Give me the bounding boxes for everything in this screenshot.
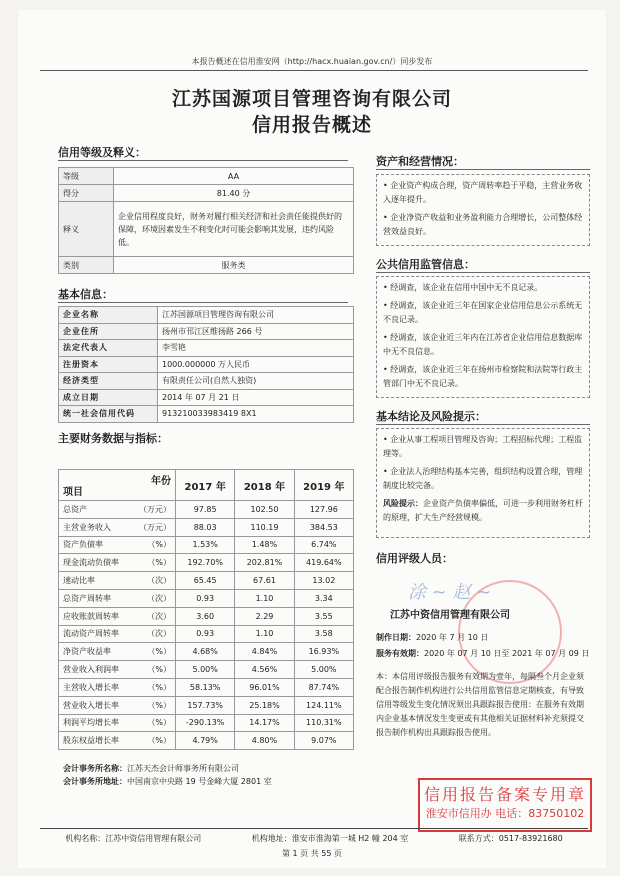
table-row: 法定代表人 李雪艳 bbox=[59, 340, 354, 357]
footer bbox=[40, 828, 588, 844]
report-page bbox=[18, 10, 606, 868]
report-title: 信用报告概述 bbox=[251, 114, 372, 136]
table-cell: 97.85 bbox=[176, 501, 235, 519]
table-row: 流动资产周转率 （次） 0.93 1.10 3.58 bbox=[59, 625, 354, 643]
table-row: 应收账款周转率 （次） 3.60 2.29 3.55 bbox=[59, 607, 354, 625]
table-cell: 3.58 bbox=[294, 625, 353, 643]
table-row: 营业收入利润率 （%） 5.00% 4.56% 5.00% bbox=[59, 661, 354, 679]
footer-phone: 联系方式：0517-83921680 bbox=[458, 834, 563, 843]
conclusion-box bbox=[376, 428, 590, 538]
table-row: 资产负债率 （%） 1.53% 1.48% 6.74% bbox=[59, 536, 354, 554]
table-cell: 4.56% bbox=[235, 661, 294, 679]
col-label-year: 年份 bbox=[151, 476, 171, 487]
divider bbox=[58, 302, 348, 303]
table-cell: 88.03 bbox=[176, 518, 235, 536]
table-cell: 16.93% bbox=[294, 643, 353, 661]
footer-address: 机构地址：淮安市淮海第一城 H2 幢 204 室 bbox=[251, 834, 409, 843]
table-cell: 4.79% bbox=[176, 732, 235, 750]
finance-heading: 主要财务数据与指标： bbox=[58, 432, 168, 445]
table-row: 统一社会信用代码 913210033983419 8X1 bbox=[59, 406, 354, 423]
public-heading: 公共信用监管信息： bbox=[376, 258, 475, 271]
filing-stamp bbox=[418, 778, 592, 832]
table-cell: 87.74% bbox=[294, 678, 353, 696]
risk-note: 风险提示：企业资产负债率偏低，可进一步利用财务杠杆的原理，扩大生产经营规模。 bbox=[383, 499, 583, 522]
table-cell: 4.68% bbox=[176, 643, 235, 661]
table-row: 企业住所 扬州市邗江区维扬路 266 号 bbox=[59, 323, 354, 340]
accounting-firm: 会计事务所名称：江苏天杰会计师事务所有限公司 bbox=[63, 764, 239, 773]
table-cell: 9.07% bbox=[294, 732, 353, 750]
rating-heading: 信用等级及释义： bbox=[58, 146, 146, 159]
public-box bbox=[376, 276, 590, 398]
make-date: 制作日期：2020 年 7 月 10 日 bbox=[376, 633, 489, 642]
table-cell: 1.10 bbox=[235, 589, 294, 607]
table-row: 利润平均增长率 （%） -290.13% 14.17% 110.31% bbox=[59, 714, 354, 732]
table-row: 总资产周转率 （次） 0.93 1.10 3.34 bbox=[59, 589, 354, 607]
table-cell: 6.74% bbox=[294, 536, 353, 554]
table-cell: 4.84% bbox=[235, 643, 294, 661]
table-row: 股东权益增长率 （%） 4.79% 4.80% 9.07% bbox=[59, 732, 354, 750]
footer-org: 机构名称：江苏中资信用管理有限公司 bbox=[65, 834, 202, 843]
table-row: 成立日期 2014 年 07 月 21 日 bbox=[59, 389, 354, 406]
table-cell: 1.53% bbox=[176, 536, 235, 554]
basic-heading: 基本信息： bbox=[58, 288, 113, 301]
list-item: • 企业法人治理结构基本完善，组织结构设置合理，管理制度比较完备。 bbox=[383, 467, 583, 490]
table-row: 得分 81.40 分 bbox=[59, 185, 354, 202]
raters-heading: 信用评级人员： bbox=[376, 552, 453, 565]
table-cell: -290.13% bbox=[176, 714, 235, 732]
basic-info-table bbox=[58, 306, 354, 423]
table-cell: 3.55 bbox=[294, 607, 353, 625]
table-cell: 65.45 bbox=[176, 572, 235, 590]
accounting-address: 会计事务所地址：中国南京中央路 19 号金峰大厦 2801 室 bbox=[63, 777, 272, 786]
assets-heading: 资产和经营情况： bbox=[376, 155, 464, 168]
table-cell: 192.70% bbox=[176, 554, 235, 572]
publish-note: 本报告概述在信用淮安网（http://hacx.huaian.gov.cn/）同步发布 bbox=[191, 57, 433, 66]
finance-table bbox=[58, 469, 354, 750]
validity-note: 本：本信用评级报告服务有效期为壹年，每隔叁个月企业须配合报告制作机构进行公共信用监管信息定期核查，有导致信用等级发生变化情况须出具跟踪报告使用：在服务有效期内企业基本情况发生变更或有其他相关证据材料补充须提交报告制作机构出具跟踪报告使用。 bbox=[376, 672, 584, 737]
rater-company: 江苏中资信用管理有限公司 bbox=[390, 610, 510, 621]
col-label-item: 项目 bbox=[63, 487, 83, 498]
top-divider bbox=[40, 70, 588, 71]
company-title: 江苏国源项目管理咨询有限公司 bbox=[171, 88, 452, 110]
signature-icon: 涂 ~ 赵 ~ bbox=[408, 582, 492, 603]
table-row: 释义 企业信用程度良好，财务对履行相关经济和社会责任能提供好的保障，环境因素发生不利变化时可能会影响其发展，违约风险低。 bbox=[59, 202, 354, 257]
table-cell: 67.61 bbox=[235, 572, 294, 590]
table-cell: 2.29 bbox=[235, 607, 294, 625]
table-row: 企业名称 江苏国源项目管理咨询有限公司 bbox=[59, 307, 354, 324]
table-row: 等级 AA bbox=[59, 168, 354, 185]
table-cell: 127.96 bbox=[294, 501, 353, 519]
table-cell: 202.81% bbox=[235, 554, 294, 572]
table-cell: 110.31% bbox=[294, 714, 353, 732]
table-cell: 157.73% bbox=[176, 696, 235, 714]
divider bbox=[58, 160, 348, 161]
table-cell: 96.01% bbox=[235, 678, 294, 696]
table-cell: 25.18% bbox=[235, 696, 294, 714]
table-cell: 3.60 bbox=[176, 607, 235, 625]
table-cell: 1.10 bbox=[235, 625, 294, 643]
table-cell: 14.17% bbox=[235, 714, 294, 732]
table-cell: 1.48% bbox=[235, 536, 294, 554]
page-number: 第 1 页 共 55 页 bbox=[282, 849, 342, 858]
table-cell: 58.13% bbox=[176, 678, 235, 696]
rating-table bbox=[58, 167, 354, 274]
table-row: 总资产 （万元） 97.85 102.50 127.96 bbox=[59, 501, 354, 519]
table-cell: 3.34 bbox=[294, 589, 353, 607]
table-cell: 0.93 bbox=[176, 589, 235, 607]
table-row: 主营业务收入 （万元） 88.03 110.19 384.53 bbox=[59, 518, 354, 536]
list-item: • 经调查，该企业近三年在扬州市检察院和法院等行政主管部门中无不良记录。 bbox=[383, 365, 583, 388]
table-cell: 0.93 bbox=[176, 625, 235, 643]
table-row: 注册资本 1000.000000 万人民币 bbox=[59, 356, 354, 373]
year-header: 2017 年 bbox=[176, 470, 235, 501]
table-cell: 124.11% bbox=[294, 696, 353, 714]
stamp-text: 淮安市信用办 电话：83750102 bbox=[425, 807, 585, 820]
list-item: • 经调查，该企业在信用中国中无不良记录。 bbox=[383, 283, 543, 292]
table-row: 现金流动负债率 （%） 192.70% 202.81% 419.64% bbox=[59, 554, 354, 572]
table-cell: 13.02 bbox=[294, 572, 353, 590]
year-header: 2019 年 bbox=[294, 470, 353, 501]
year-header: 2018 年 bbox=[235, 470, 294, 501]
divider bbox=[376, 169, 590, 170]
table-cell: 102.50 bbox=[235, 501, 294, 519]
table-row: 经济类型 有限责任公司(自然人独资) bbox=[59, 373, 354, 390]
conclusion-heading: 基本结论及风险提示： bbox=[376, 410, 486, 423]
list-item: • 企业从事工程项目管理及咨询；工程招标代理；工程监理等。 bbox=[383, 435, 583, 458]
table-cell: 4.80% bbox=[235, 732, 294, 750]
table-cell: 110.19 bbox=[235, 518, 294, 536]
table-cell: 5.00% bbox=[176, 661, 235, 679]
table-row: 类别 服务类 bbox=[59, 257, 354, 274]
list-item: • 企业资产构成合理，资产周转率趋于平稳，主营业务收入逐年提升。 bbox=[383, 181, 583, 204]
stamp-text: 信用报告备案专用章 bbox=[423, 785, 586, 804]
table-row: 净资产收益率 （%） 4.68% 4.84% 16.93% bbox=[59, 643, 354, 661]
table-header-row bbox=[59, 470, 354, 501]
table-row: 主营收入增长率 （%） 58.13% 96.01% 87.74% bbox=[59, 678, 354, 696]
list-item: • 企业净资产收益和业务盈利能力合理增长，公司整体经营效益良好。 bbox=[383, 213, 583, 236]
table-row: 速动比率 （次） 65.45 67.61 13.02 bbox=[59, 572, 354, 590]
divider bbox=[376, 272, 590, 273]
assets-box bbox=[376, 174, 590, 246]
table-cell: 5.00% bbox=[294, 661, 353, 679]
table-cell: 384.53 bbox=[294, 518, 353, 536]
valid-period: 服务有效期：2020 年 07 月 10 日至 2021 年 07 月 09 日 bbox=[376, 649, 590, 658]
list-item: • 经调查，该企业近三年在国家企业信用信息公示系统无不良记录。 bbox=[383, 301, 583, 324]
table-cell: 419.64% bbox=[294, 554, 353, 572]
list-item: • 经调查，该企业近三年内在江苏省企业信用信息数据库中无不良信息。 bbox=[383, 333, 583, 356]
table-row: 营业收入增长率 （%） 157.73% 25.18% 124.11% bbox=[59, 696, 354, 714]
divider bbox=[376, 424, 590, 425]
